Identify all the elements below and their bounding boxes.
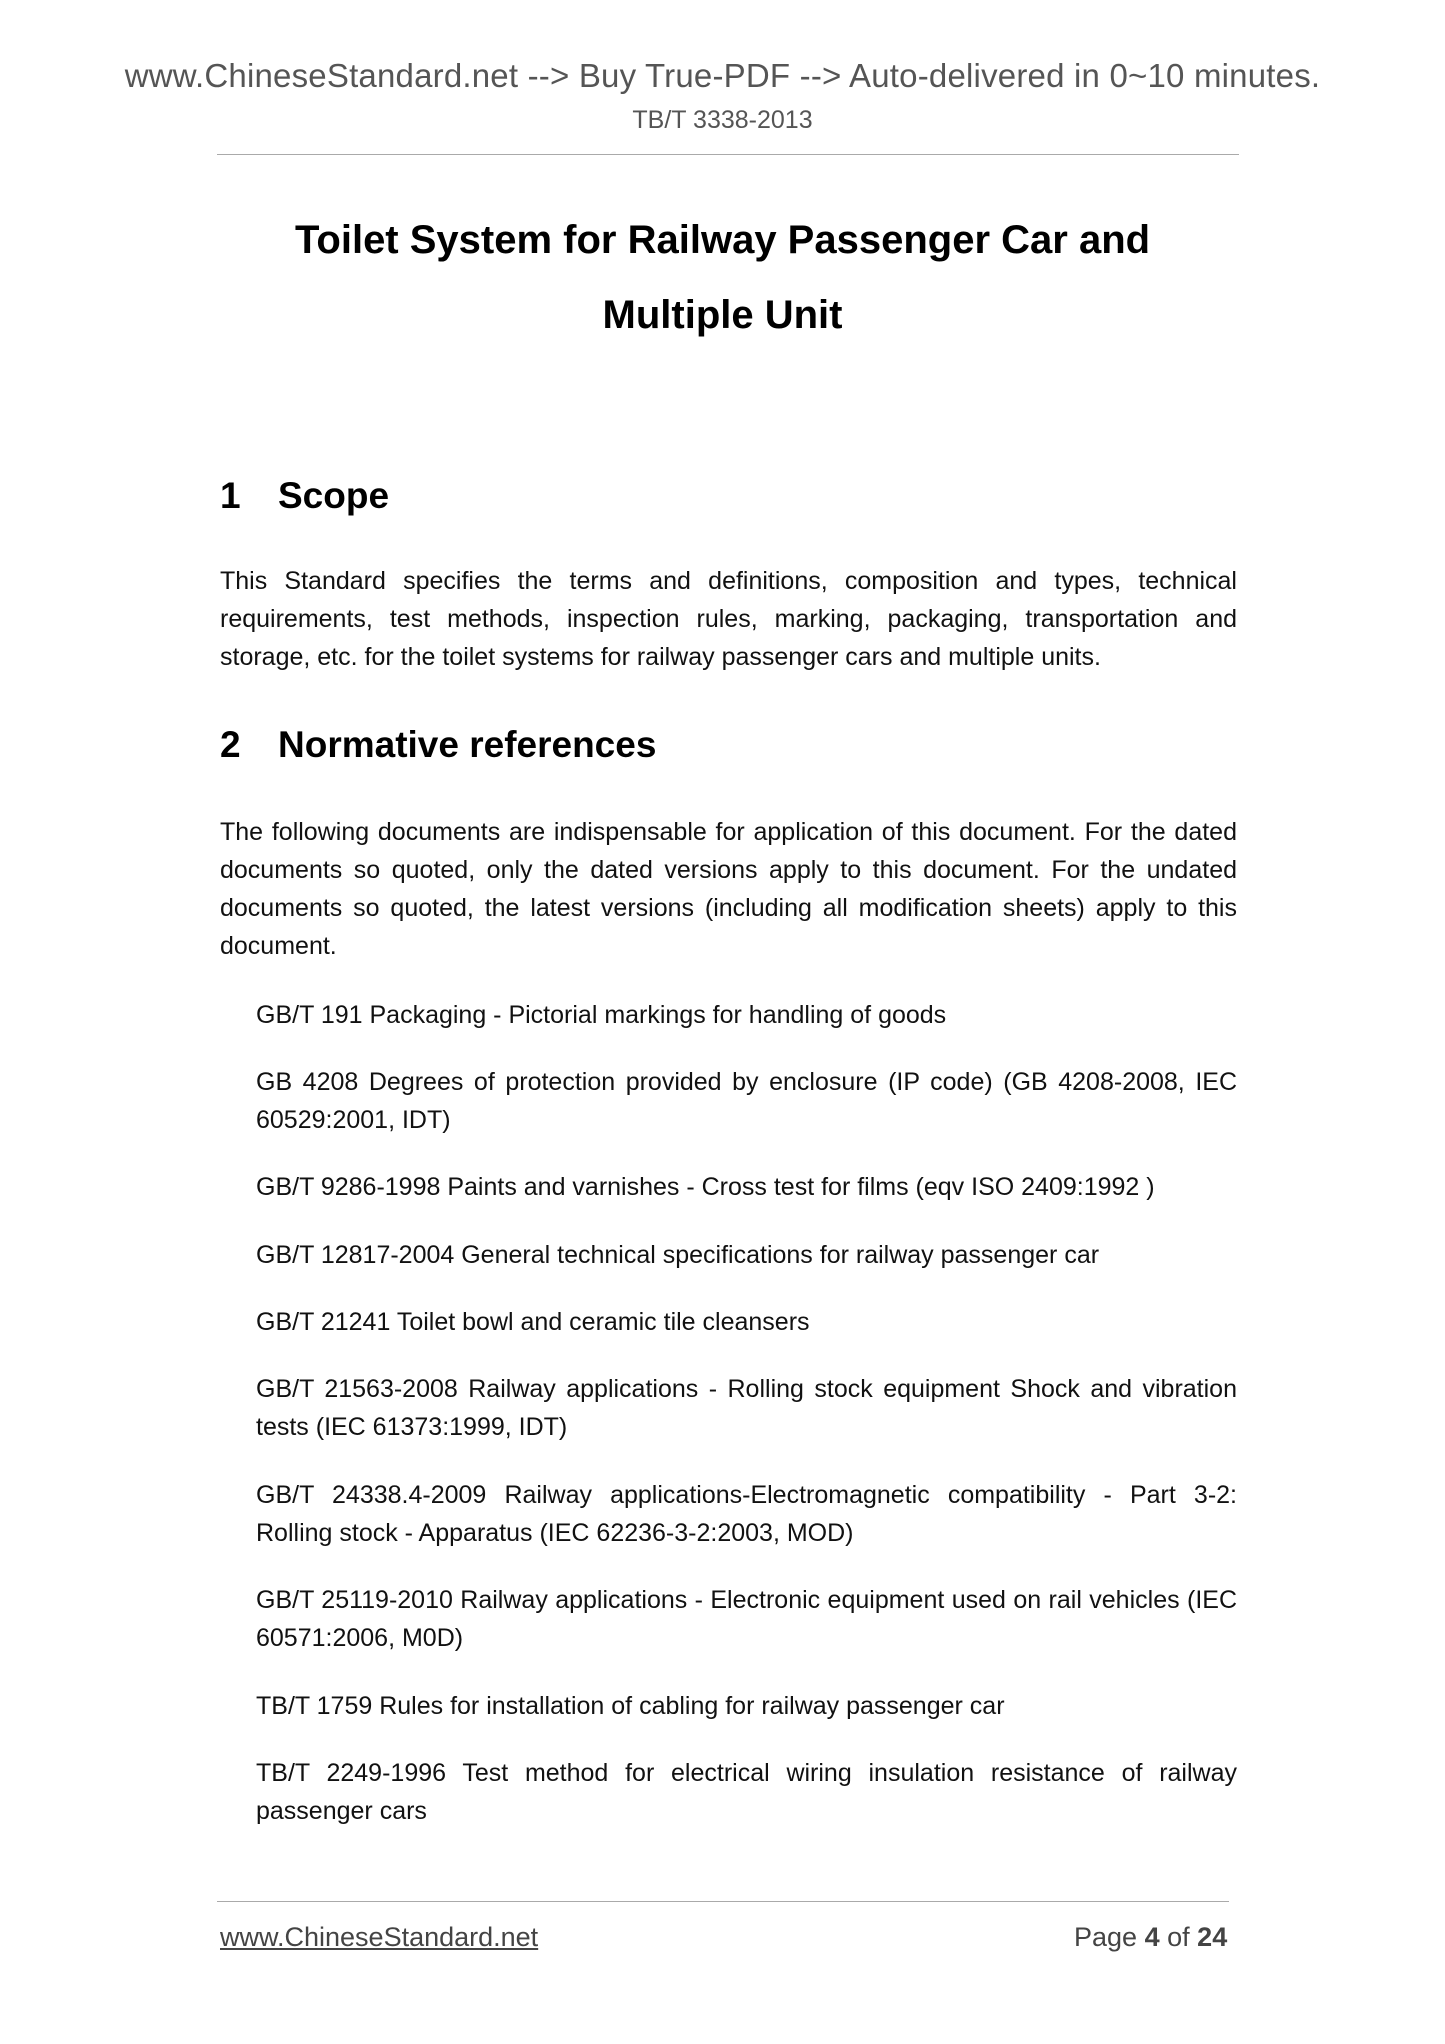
reference-item: GB 4208 Degrees of protection provided by enclosure (IP code) (GB 4208-2008, IEC 60529:2001, IDT) xyxy=(256,1068,1237,1134)
section-heading-normative-references xyxy=(220,724,656,766)
document-title-line-1: Toilet System for Railway Passenger Car and xyxy=(294,218,1151,262)
reference-item: TB/T 2249-1996 Test method for electrical wiring insulation resistance of railway passenger cars xyxy=(256,1759,1237,1825)
normative-references-paragraph: The following documents are indispensable for application of this document. For the dated documents so quoted, only the dated versions apply to this document. For the undated documents so quoted, the latest versions (including all modification sheets) apply to this document. xyxy=(220,818,1237,960)
section-title: Normative references xyxy=(278,724,657,765)
reference-item: TB/T 1759 Rules for installation of cabling for railway passenger car xyxy=(256,1692,1005,1720)
page-label: Page xyxy=(1074,1922,1138,1952)
section-number: 1 xyxy=(220,475,241,516)
reference-item: GB/T 24338.4-2009 Railway applications-Electromagnetic compatibility - Part 3-2: Rolling stock - Apparatus (IEC 62236-3-2:2003, MOD) xyxy=(256,1481,1237,1547)
footer-website-link[interactable]: www.ChineseStandard.net xyxy=(220,1922,539,1952)
reference-item: GB/T 21563-2008 Railway applications - Rolling stock equipment Shock and vibration tests (IEC 61373:1999, IDT) xyxy=(256,1375,1237,1441)
page-current: 4 xyxy=(1144,1922,1160,1952)
reference-item: GB/T 12817-2004 General technical specifications for railway passenger car xyxy=(256,1241,1100,1269)
section-heading-scope xyxy=(220,475,389,517)
section-number: 2 xyxy=(220,724,241,765)
document-number: TB/T 3338-2013 xyxy=(632,106,813,134)
header-divider xyxy=(217,154,1239,155)
page-total: 24 xyxy=(1197,1922,1228,1952)
reference-item: GB/T 191 Packaging - Pictorial markings for handling of goods xyxy=(256,1001,947,1029)
page-indicator xyxy=(1074,1922,1227,1953)
reference-item: GB/T 21241 Toilet bowl and ceramic tile cleansers xyxy=(256,1308,810,1336)
reference-item: GB/T 25119-2010 Railway applications - Electronic equipment used on rail vehicles (IEC 60571:2006, M0D) xyxy=(256,1586,1237,1652)
reference-item: GB/T 9286-1998 Paints and varnishes - Cross test for films (eqv ISO 2409:1992 ) xyxy=(256,1173,1155,1201)
page-of-label: of xyxy=(1167,1922,1190,1952)
header-banner: www.ChineseStandard.net --> Buy True-PDF --> Auto-delivered in 0~10 minutes. xyxy=(124,57,1321,94)
section-title: Scope xyxy=(278,475,390,516)
document-title-line-2: Multiple Unit xyxy=(602,293,843,337)
scope-paragraph: This Standard specifies the terms and definitions, composition and types, technical requirements, test methods, inspection rules, marking, packaging, transportation and storage, etc. for the toilet systems for railway passenger cars and multiple units. xyxy=(220,567,1237,671)
footer-divider xyxy=(217,1901,1229,1902)
